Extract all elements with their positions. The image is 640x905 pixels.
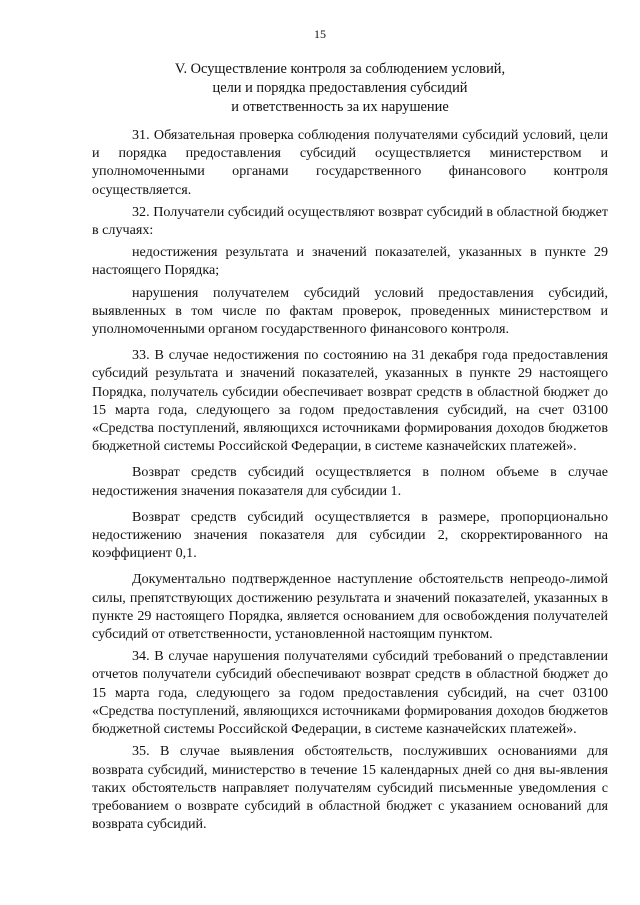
- paragraph-33-force-majeure: Документально подтвержденное наступление обстоятельств непреодо-лимой силы, препятствующих достижению результата и значений показателей, указанных в пункте 29 настоящего Порядка, является основанием для освобождения получателей субсидий от ответственности, установленной настоящим пунктом.: [92, 571, 608, 643]
- document-body: [92, 126, 608, 833]
- paragraph-35: 35. В случае выявления обстоятельств, послуживших основаниями для возврата субсидий, министерство в течение 15 календарных дней со дня вы-явления таких обстоятельств направляет получателям субсидий письменные уведомления с требованием о возврате субсидий в областной бюджет с указанием оснований для возврата субсидий.: [92, 743, 608, 833]
- heading-line: цели и порядка предоставления субсидий: [212, 80, 468, 96]
- section-heading: [90, 60, 590, 117]
- paragraph-34: 34. В случае нарушения получателями субсидий требований о представлении отчетов получатели субсидий обеспечивают возврат средств в областной бюджет до 15 марта года, следующего за годом предоставления субсидий, на счет 03100 «Средства поступлений, являющихся источниками формирования доходов бюджетов бюджетной системы Российской Федерации, в системе казначейских платежей».: [92, 648, 608, 738]
- paragraph-32-case-2: нарушения получателем субсидий условий предоставления субсидий, выявленных в том числе по фактам проверок, проведенных министерством и уполномоченными органом государственного финансового контроля.: [92, 284, 608, 338]
- paragraph-32-case-1: недостижения результата и значений показателей, указанных в пункте 29 настоящего Порядка;: [92, 244, 608, 279]
- heading-line: и ответственность за их нарушение: [231, 99, 449, 115]
- heading-line: V. Осуществление контроля за соблюдением условий,: [174, 61, 506, 77]
- paragraph-33-proportional-refund: Возврат средств субсидий осуществляется в размере, пропорционально недостижению значения показателя для субсидии 2, скорректированного на коэффициент 0,1.: [92, 508, 608, 562]
- paragraph-33-full-refund: Возврат средств субсидий осуществляется в полном объеме в случае недостижения значения показателя для субсидии 1.: [92, 464, 608, 499]
- page-number: 15: [314, 27, 326, 41]
- paragraph-33: 33. В случае недостижения по состоянию на 31 декабря года предоставления субсидий результата и значений показателей, указанных в пункте 29 настоящего Порядка, получатель субсидии обеспечивает возврат средств в областной бюджет до 15 марта года, следующего за годом предоставления субсидий, на счет 03100 «Средства поступлений, являющихся источниками формирования доходов бюджетов бюджетной системы Российской Федерации, в системе казначейских платежей».: [92, 347, 608, 455]
- paragraph-32: 32. Получатели субсидий осуществляют возврат субсидий в областной бюджет в случаях:: [92, 203, 608, 239]
- paragraph-31: 31. Обязательная проверка соблюдения получателями субсидий условий, цели и порядка предоставления субсидий осуществляется министерством и уполномоченными органами государственного финансового контроля осуществляется.: [92, 127, 608, 198]
